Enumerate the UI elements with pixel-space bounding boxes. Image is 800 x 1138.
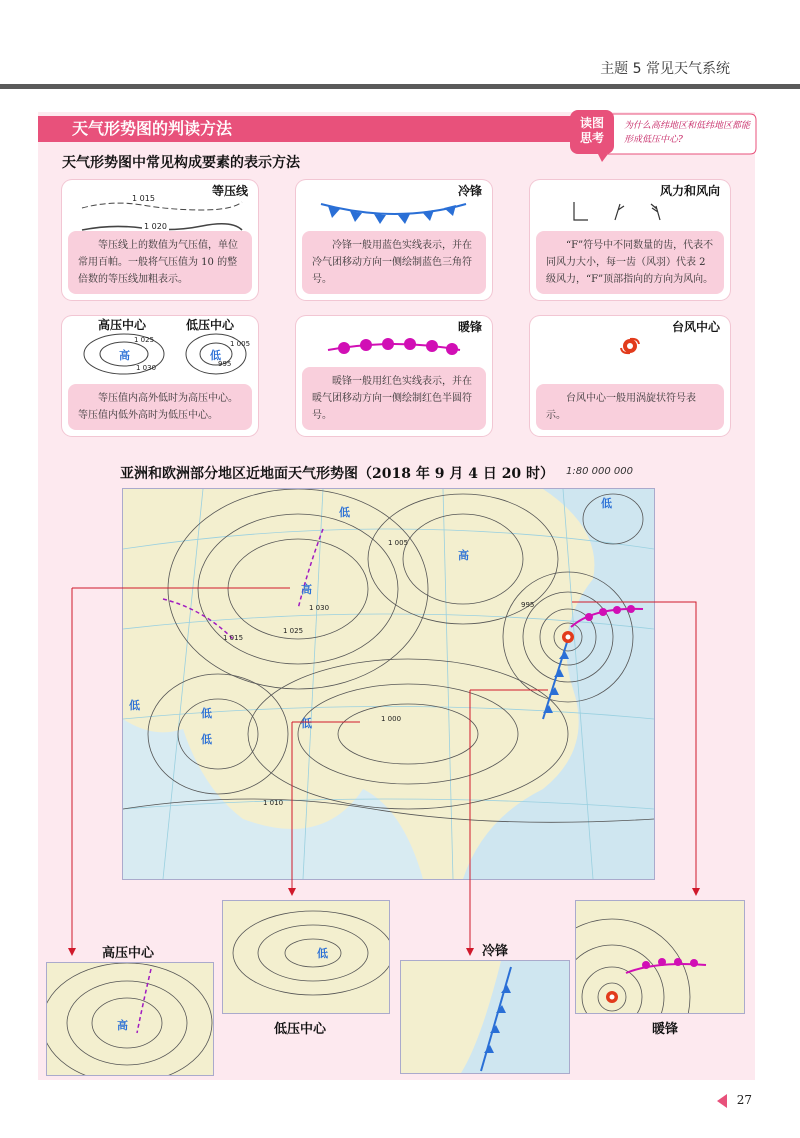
high-char: 高: [119, 349, 130, 362]
warm-front-desc: 暖锋一般用红色实线表示，并在暖气团移动方向一侧绘制红色半圆符号。: [302, 367, 486, 430]
isobar-label-1020: 1 020: [144, 222, 167, 231]
map-title: 亚洲和欧洲部分地区近地面天气形势图（2018 年 9 月 4 日 20 时）: [120, 466, 555, 482]
pressure-center-desc: 等压值内高外低时为高压中心。等压值内低外高时为低压中心。: [68, 384, 252, 430]
inset-high-graphic: [47, 963, 213, 1075]
inset-low-map: [222, 900, 390, 1014]
inset-low-graphic: [223, 901, 389, 1013]
low-center-title: 低压中心: [186, 318, 235, 332]
inset-warm-label: 暖锋: [652, 1022, 679, 1037]
isobar-label-1015: 1 015: [132, 194, 155, 203]
map-label-995: 995: [521, 601, 535, 609]
inset-cold-map: [400, 960, 570, 1074]
legend-subtitle: 天气形势图中常见构成要素的表示方法: [62, 155, 300, 171]
map-label-1025: 1 025: [283, 627, 304, 635]
think-question: 为什么高纬地区和低纬地区都能形成低压中心?: [624, 121, 751, 145]
page-arrow-icon: [716, 1094, 728, 1108]
map-label-1010: 1 010: [263, 799, 284, 807]
map-low-west: 低: [129, 699, 140, 712]
section-title: 天气形势图的判读方法: [38, 116, 608, 142]
wind-desc: “F”符号中不同数量的齿，代表不同风力大小，每一齿（风羽）代表 2 级风力，“F”顶部指向的方向为风向。: [536, 231, 724, 294]
inset-low-char: 低: [317, 947, 328, 960]
isobar-title: 等压线: [211, 184, 248, 198]
wind-title: 风力和风向: [659, 184, 720, 198]
page-topic: 主题 5 常见天气系统: [600, 61, 730, 77]
typhoon-title: 台风中心: [671, 320, 720, 334]
low-char: 低: [210, 349, 221, 362]
map-high-siberia: 高: [458, 549, 469, 562]
inset-low-label: 低压中心: [274, 1022, 327, 1037]
map-scale: 1:80 000 000: [566, 466, 633, 477]
inset-cold-graphic: [401, 961, 569, 1073]
map-label-1000: 1 000: [381, 715, 402, 723]
page-number: 27: [736, 1093, 752, 1107]
cold-front-title: 冷锋: [457, 184, 482, 198]
label-1030: 1 030: [136, 364, 157, 372]
map-label-1030: 1 030: [309, 604, 330, 612]
inset-warm-map: [575, 900, 745, 1014]
map-low-north: 低: [339, 506, 350, 519]
warm-front-title: 暖锋: [457, 320, 482, 334]
label-995: 995: [218, 360, 232, 368]
map-high-europe: 高: [301, 583, 312, 596]
map-label-1015: 1 015: [223, 634, 244, 642]
high-center-title: 高压中心: [98, 318, 147, 332]
inset-warm-graphic: [576, 901, 744, 1013]
think-badge: 读图 思考: [579, 116, 604, 145]
map-low-west-3: 低: [201, 733, 212, 746]
label-1025: 1 025: [134, 336, 155, 344]
cold-front-desc: 冷锋一般用蓝色实线表示，并在冷气团移动方向一侧绘制蓝色三角符号。: [302, 231, 486, 294]
map-low-west-2: 低: [201, 707, 212, 720]
label-1005: 1 005: [230, 340, 251, 348]
inset-high-map: [46, 962, 214, 1076]
map-label-1005: 1 005: [388, 539, 409, 547]
map-low-northeast: 低: [601, 497, 612, 510]
isobar-desc: 等压线上的数值为气压值，单位常用百帕。一般将气压值为 10 的整倍数的等压线加粗表示。: [68, 231, 252, 294]
typhoon-desc: 台风中心一般用涡旋状符号表示。: [536, 384, 724, 430]
inset-cold-label: 冷锋: [482, 944, 509, 959]
inset-high-label: 高压中心: [102, 946, 155, 961]
inset-high-char: 高: [117, 1019, 128, 1032]
map-low-central: 低: [301, 717, 312, 730]
